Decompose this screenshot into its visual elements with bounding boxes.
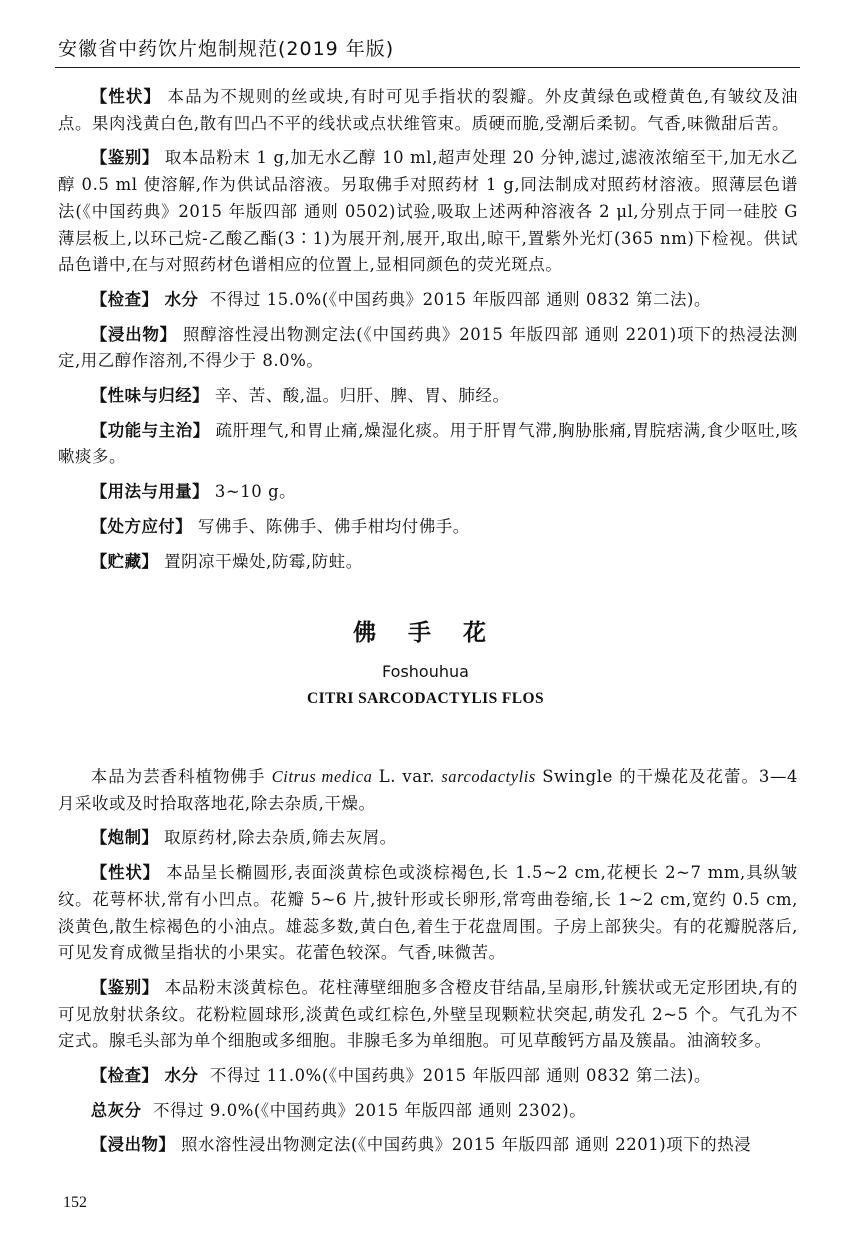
section-fuoshou-continued: [58, 84, 798, 575]
text-inspection: 不得过 15.0%(《中国药典》2015 年版四部 通则 0832 第二法)。: [209, 289, 711, 309]
origin-text-b: L. var.: [372, 767, 442, 786]
running-header: 安徽省中药饮片炮制规范(2019 年版): [58, 38, 395, 60]
label-properties: 【性状】: [90, 87, 162, 106]
paragraph-prescription: [58, 514, 798, 541]
monograph-pinyin: Foshouhua: [382, 662, 469, 681]
paragraph-inspection-2: [58, 1063, 798, 1090]
paragraph-nature-meridian: [58, 383, 798, 410]
paragraph-properties-2: [58, 860, 798, 967]
origin-text-c: Swingle 的干燥花及花蕾。3—4 月采收或及时拾取落地花,除去杂质,干燥。: [58, 767, 798, 813]
label-nature-meridian: 【性味与归经】: [90, 386, 210, 406]
paragraph-identification-2: [58, 975, 798, 1055]
paragraph-properties: [58, 84, 798, 137]
page-number: 152: [63, 1194, 87, 1211]
paragraph-identification: [58, 145, 798, 279]
text-nature-meridian: 辛、苦、酸,温。归肝、脾、胃、肺经。: [214, 386, 510, 406]
text-storage: 置阴凉干燥处,防霉,防蛀。: [164, 551, 363, 571]
text-dosage: 3~10 g。: [214, 482, 297, 502]
paragraph-processing: [58, 825, 798, 852]
paragraph-extract: [58, 322, 798, 375]
species-name: Citrus medica: [271, 767, 373, 786]
label-identification: 【鉴别】: [90, 148, 159, 168]
label-inspection: 【检查】 水分: [90, 289, 199, 309]
header-rule: [55, 67, 800, 68]
label-total-ash: 总灰分: [90, 1100, 142, 1120]
origin-text-a: 本品为芸香科植物佛手: [90, 767, 272, 786]
text-inspection-2: 不得过 11.0%(《中国药典》2015 年版四部 通则 0832 第二法)。: [209, 1066, 711, 1086]
label-dosage: 【用法与用量】: [90, 482, 210, 502]
text-functions: 疏肝理气,和胃止痛,燥湿化痰。用于肝胃气滞,胸胁胀痛,胃脘痞满,食少呕吐,咳嗽痰多。: [58, 420, 799, 467]
paragraph-extract-2: [58, 1132, 798, 1159]
label-prescription: 【处方应付】: [90, 516, 193, 536]
label-inspection-2: 【检查】 水分: [90, 1066, 199, 1086]
text-properties-2: 本品呈长椭圆形,表面淡黄棕色或淡棕褐色,长 1.5~2 cm,花梗长 2~7 mm,具纵皱纹。花萼杯状,常有小凹点。花瓣 5~6 片,披针形或长卵形,常弯曲卷缩,长 1~2 cm,宽约 0.5 cm,淡黄色,散生棕褐色的小油点。雄蕊多数,黄白色,着生于花盘周围。子房上部狭尖。有的花瓣脱落后,可见发育成微呈指状的小果实。花蕾色较深。气香,味微苦。: [58, 863, 799, 963]
text-identification-2: 本品粉末淡黄棕色。花柱薄壁细胞多含橙皮苷结晶,呈扇形,针簇状或无定形团块,有的可见放射状条纹。花粉粒圆球形,淡黄色或红棕色,外壁呈现颗粒状突起,萌发孔 2~5 个。气孔为不定式。腺毛头部为单个细胞或多细胞。非腺毛多为单细胞。可见草酸钙方晶及簇晶。油滴较多。: [58, 977, 799, 1051]
label-extract-2: 【浸出物】: [90, 1135, 176, 1155]
paragraph-total-ash: [58, 1098, 798, 1125]
text-total-ash: 不得过 9.0%(《中国药典》2015 年版四部 通则 2302)。: [153, 1100, 587, 1120]
label-functions: 【功能与主治】: [90, 420, 210, 440]
text-properties: 本品为不规则的丝或块,有时可见手指状的裂瓣。外皮黄绿色或橙黄色,有皱纹及油点。果肉浅黄白色,散有凹凸不平的线状或点状维管束。质硬而脆,受潮后柔韧。气香,味微甜后苦。: [58, 87, 798, 133]
text-processing: 取原药材,除去杂质,筛去灰屑。: [164, 828, 397, 848]
label-extract: 【浸出物】: [90, 324, 177, 344]
paragraph-inspection: [58, 287, 798, 314]
label-properties-2: 【性状】: [90, 863, 160, 883]
label-identification-2: 【鉴别】: [90, 977, 159, 997]
paragraph-storage: [58, 549, 798, 576]
text-identification: 取本品粉末 1 g,加无水乙醇 10 ml,超声处理 20 分钟,滤过,滤液浓缩至干,加无水乙醇 0.5 ml 使溶解,作为供试品溶液。另取佛手对照药材 1 g,同法制成对照药材溶液。照薄层色谱法(《中国药典》2015 年版四部 通则 0502)试验,吸取上述两种溶液各 2 μl,分别点于同一硅胶 G 薄层板上,以环己烷-乙酸乙酯(3∶1)为展开剂,展开,取出,晾干,置紫外光灯(365 nm)下检视。供试品色谱中,在与对照药材色谱相应的位置上,显相同颜色的荧光斑点。: [58, 148, 799, 275]
monograph-title: 佛 手 花: [352, 620, 498, 646]
text-extract: 照醇溶性浸出物测定法(《中国药典》2015 年版四部 通则 2201)项下的热浸法测定,用乙醇作溶剂,不得少于 8.0%。: [58, 324, 799, 371]
paragraph-origin: [58, 764, 798, 817]
text-extract-2: 照水溶性浸出物测定法(《中国药典》2015 年版四部 通则 2201)项下的热浸: [181, 1135, 752, 1155]
text-prescription: 写佛手、陈佛手、佛手柑均付佛手。: [197, 516, 470, 536]
section-fuoshouhua: [58, 764, 798, 1159]
variety-name: sarcodactylis: [441, 767, 536, 786]
label-storage: 【贮藏】: [90, 551, 159, 571]
label-processing: 【炮制】: [90, 828, 159, 848]
paragraph-dosage: [58, 479, 798, 506]
monograph-latin-name: CITRI SARCODACTYLIS FLOS: [307, 690, 544, 707]
paragraph-functions: [58, 418, 798, 471]
